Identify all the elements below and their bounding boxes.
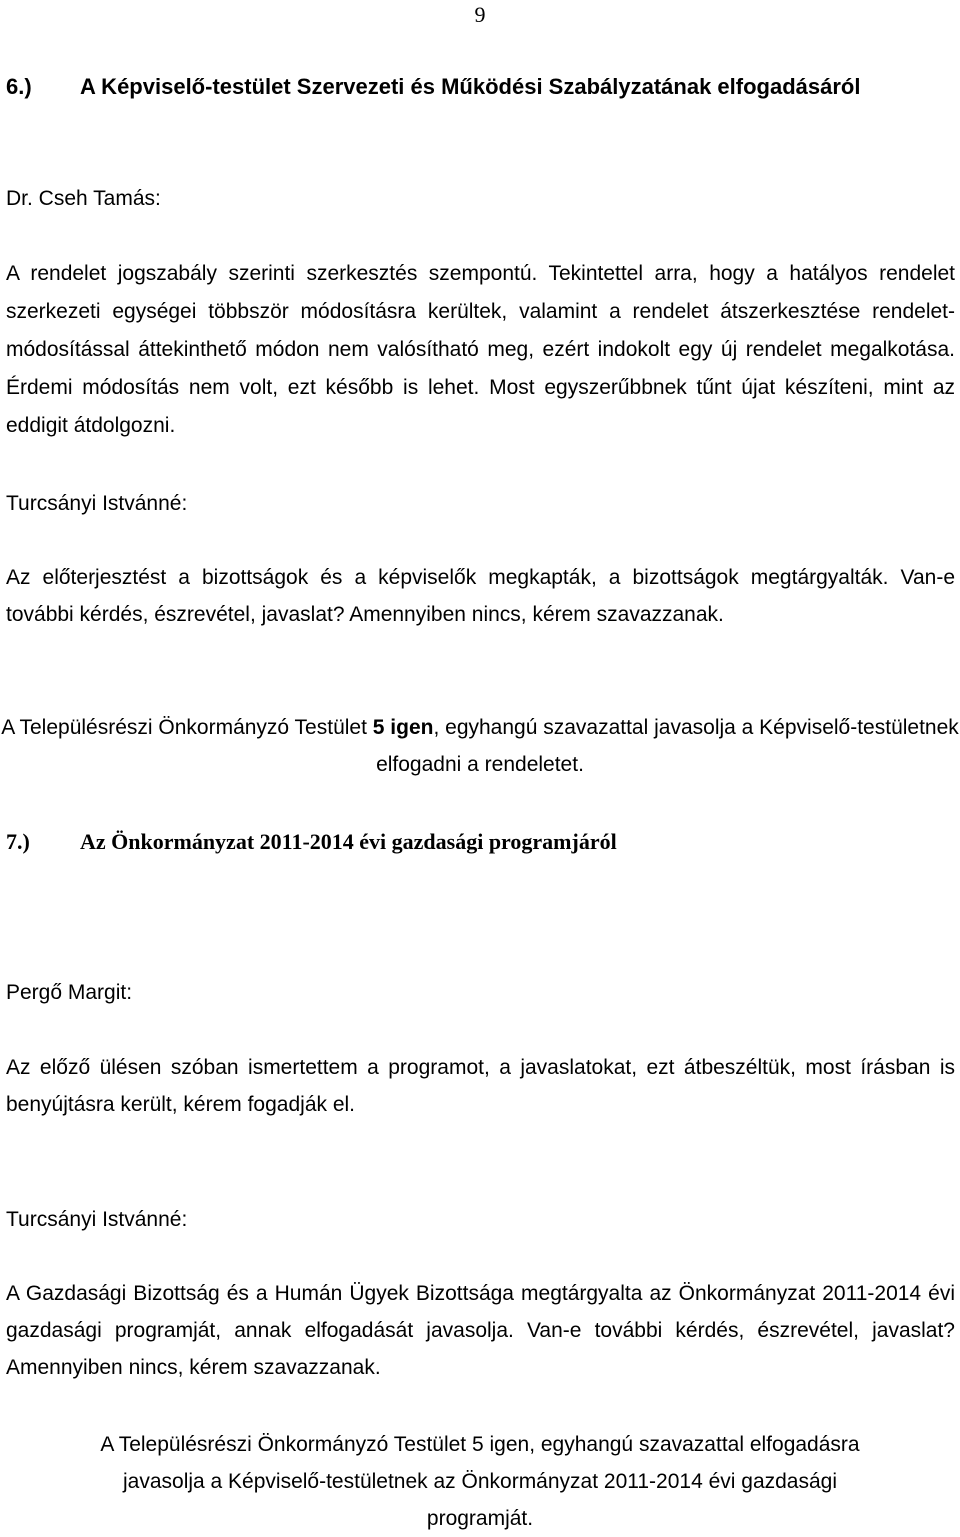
section-6-number: 6.) [6, 74, 32, 99]
speaker-name: Dr. Cseh Tamás: [6, 187, 161, 210]
resolution-text [0, 709, 960, 783]
speaker-name: Turcsányi Istvánné: [6, 492, 188, 515]
section-6-heading [6, 68, 955, 105]
section-7-number: 7.) [6, 829, 30, 854]
speech-paragraph: A Gazdasági Bizottság és a Humán Ügyek Bizottsága megtárgyalta az Önkormányzat 2011-2014 évi gazdasági programját, annak elfogadását javasolja. Van-e további kérdés, észrevétel, javaslat? Amennyiben nincs, kérem szavazzanak. [6, 1282, 955, 1379]
page-number: 9 [474, 2, 486, 27]
speech-paragraph: Az előterjesztést a bizottságok és a képviselők megkapták, a bizottságok megtárgyalták. Van-e további kérdés, észrevétel, javaslat? Amennyiben nincs, kérem szavazzanak. [6, 566, 955, 626]
speaker-name: Pergő Margit: [6, 981, 133, 1004]
resolution-text: A Településrészi Önkormányzó Testület 5 igen, egyhangú szavazattal elfogadásra javasolja a Képviselő-testületnek az Önkormányzat 2011-2014 évi gazdasági programját. [100, 1433, 860, 1530]
section-6-title: A Képviselő-testület Szervezeti és Működési Szabályzatának elfogadásáról [80, 74, 861, 99]
resolution-vote-count: 5 igen [372, 716, 434, 739]
resolution-text-after: , egyhangú szavazattal javasolja a Képviselő-testületnek elfogadni a rendeletet. [376, 716, 959, 776]
resolution-text-before: A Településrészi Önkormányzó Testület [1, 716, 373, 739]
speech-paragraph: A rendelet jogszabály szerinti szerkesztés szempontú. Tekintettel arra, hogy a hatályos rendelet szerkezeti egységei többször módosításra kerültek, valamint a rendelet átszerkesztése rendelet-módosítással áttekinthető módon nem valósítható meg, ezért indokolt egy új rendelet megalkotása. Érdemi módosítás nem volt, ezt később is lehet. Most egyszerűbbnek tűnt újat készíteni, mint az eddigit átdolgozni. [6, 262, 955, 437]
section-7-title: Az Önkormányzat 2011-2014 évi gazdasági programjáról [80, 829, 617, 854]
section-7-heading [6, 823, 955, 860]
speech-paragraph: Az előző ülésen szóban ismertettem a programot, a javaslatokat, ezt átbeszéltük, most írásban is benyújtásra került, kérem fogadják el. [6, 1056, 955, 1116]
speaker-name: Turcsányi Istvánné: [6, 1208, 188, 1231]
